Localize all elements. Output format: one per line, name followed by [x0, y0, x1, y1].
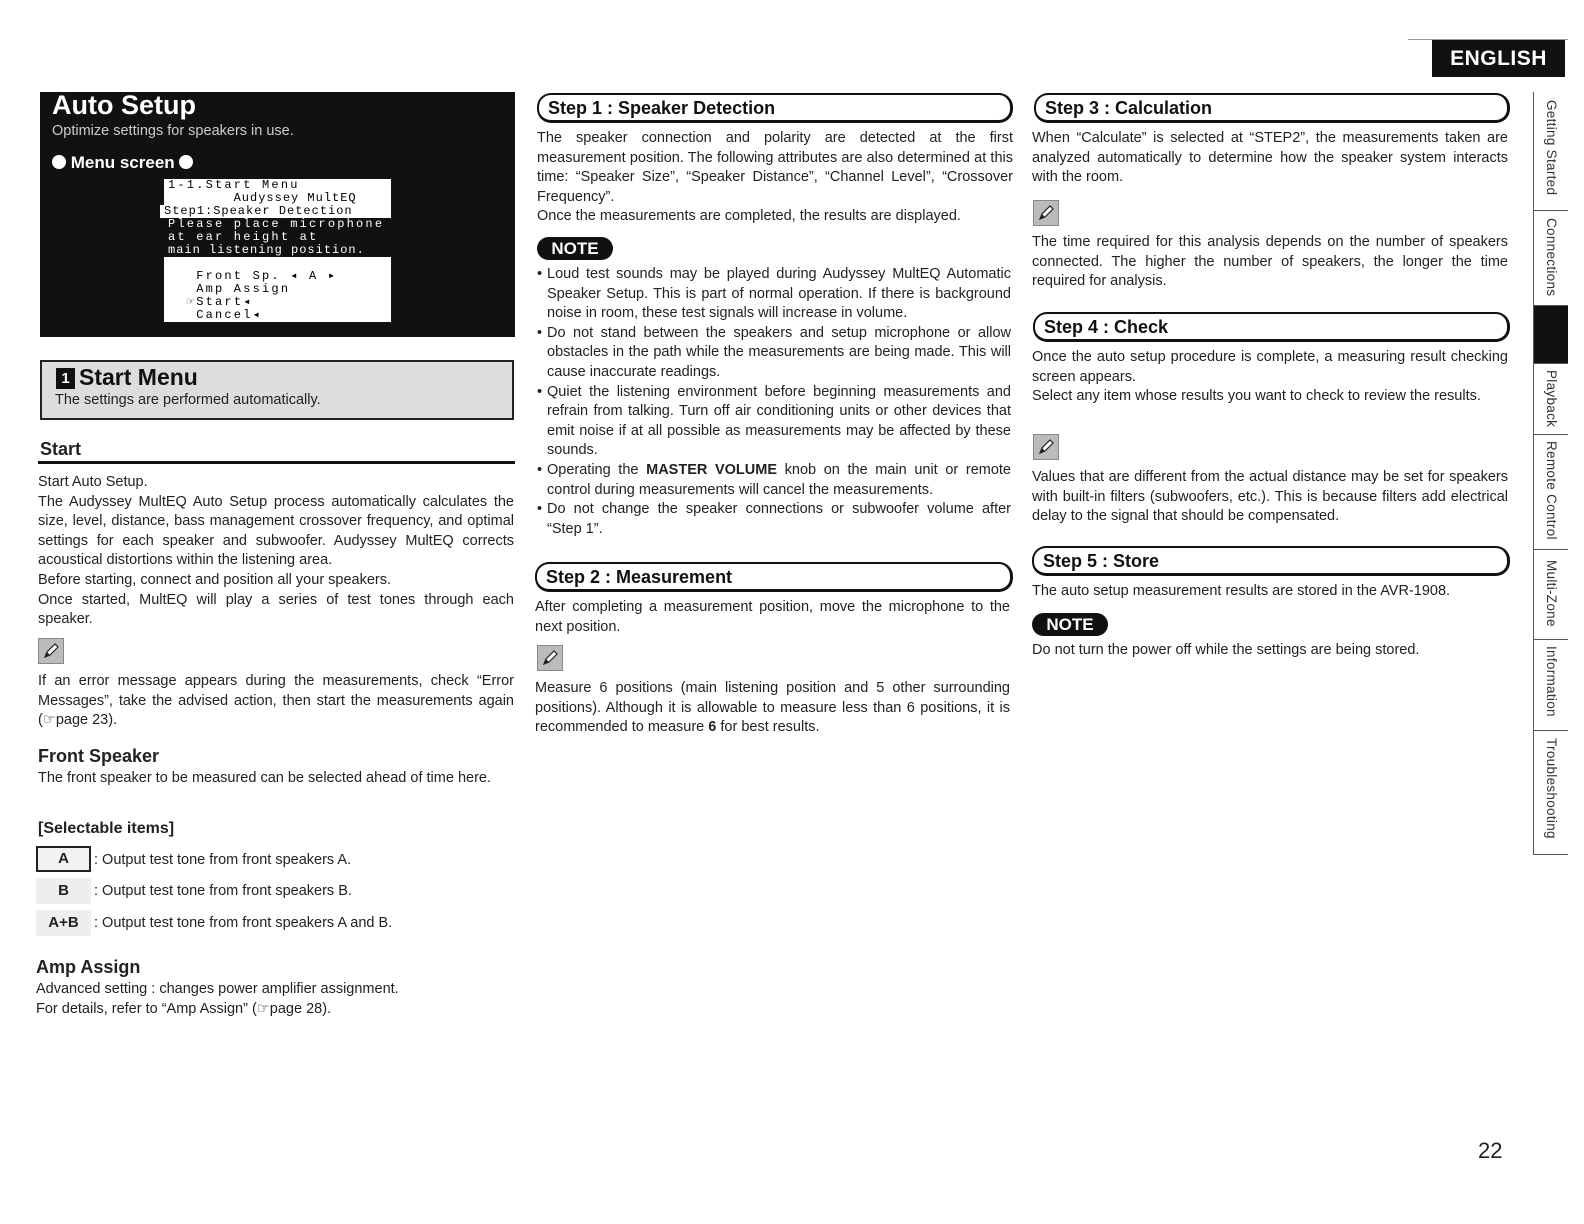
- start-heading: Start: [40, 439, 82, 459]
- osd-line: 1-1.Start Menu: [164, 179, 391, 192]
- step1-label: Step 1 : Speaker Detection: [548, 98, 776, 118]
- osd-line: Audyssey MultEQ: [164, 192, 391, 205]
- memo-pencil-icon: [537, 645, 563, 671]
- side-tab-label: Getting Started: [1544, 100, 1559, 196]
- selectable-items-heading: [Selectable items]: [38, 820, 175, 837]
- menu-screen-text: Menu screen: [70, 153, 175, 172]
- step1-heading: [537, 93, 1013, 123]
- start-body: [38, 473, 514, 630]
- note-item: • Loud test sounds may be played during Audyssey MultEQ Automatic Speaker Setup. This is part of normal operation. If there is background noise in room, these test signals will increase in volume.: [537, 265, 1011, 324]
- step3-label: Step 3 : Calculation: [1045, 98, 1213, 118]
- start-paragraph: Before starting, connect and position all your speakers.: [38, 571, 392, 588]
- side-tab-label: Playback: [1544, 370, 1559, 428]
- memo-pencil-icon: [1033, 434, 1059, 460]
- amp-assign-line: Advanced setting : changes power amplifier assignment.: [36, 981, 399, 997]
- note-item: [537, 461, 1011, 500]
- osd-line: at ear height at: [164, 231, 391, 244]
- language-tab[interactable]: ENGLISH: [1432, 40, 1565, 77]
- side-tab-label: Troubleshooting: [1544, 738, 1559, 839]
- osd-line: Step1:Speaker Detection: [160, 205, 391, 218]
- step4-label: Step 4 : Check: [1044, 317, 1169, 337]
- section-number-badge: 1: [56, 368, 75, 389]
- memo-text: for best results.: [716, 719, 820, 736]
- step3-heading: [1034, 93, 1510, 123]
- side-tab-information[interactable]: [1533, 640, 1568, 731]
- note-item: • Quiet the listening environment before beginning measurements and refrain from talking. Turn off air conditioning units or other devices that emit noise if at all possible as measurements may be affected by these sounds.: [537, 383, 1011, 461]
- step1-notes: [537, 265, 1011, 539]
- start-heading-rule: [38, 461, 515, 464]
- step5-note-text: Do not turn the power off while the settings are being stored.: [1032, 642, 1420, 658]
- start-paragraph: Once started, MultEQ will play a series of test tones through each speaker.: [38, 591, 514, 628]
- step5-label: Step 5 : Store: [1043, 551, 1160, 571]
- selectable-key-a[interactable]: A: [36, 846, 91, 872]
- osd-line: Cancel◂: [164, 309, 391, 322]
- selectable-key-b[interactable]: B: [36, 878, 91, 904]
- amp-assign-heading: Amp Assign: [36, 957, 141, 977]
- note-item: • Do not stand between the speakers and setup microphone or allow obstacles in the path while the measurements are being made. This will cause inaccurate readings.: [537, 324, 1011, 383]
- side-tab-multi-zone[interactable]: [1533, 550, 1568, 640]
- side-tab-getting-started[interactable]: [1533, 92, 1568, 211]
- step1-body: [537, 129, 1013, 227]
- side-tab-label: Information: [1544, 646, 1559, 717]
- step3-memo-text: The time required for this analysis depends on the number of speakers connected. The higher the number of speakers, the longer the time required for analysis.: [1032, 234, 1508, 290]
- side-tab-label: Multi-Zone: [1544, 560, 1559, 627]
- side-tab-connections[interactable]: [1533, 211, 1568, 306]
- page-number: 22: [1478, 1138, 1503, 1163]
- note-text: Operating the: [547, 461, 647, 478]
- front-speaker-heading: Front Speaker: [38, 746, 160, 766]
- memo-pencil-icon: [38, 638, 64, 664]
- front-speaker-text: The front speaker to be measured can be selected ahead of time here.: [38, 770, 491, 786]
- step5-text: The auto setup measurement results are stored in the AVR-1908.: [1032, 583, 1451, 599]
- side-tab-current[interactable]: [1533, 306, 1568, 364]
- side-tab-label: Connections: [1544, 218, 1559, 297]
- osd-line: Please place microphone: [164, 218, 391, 231]
- step1-note-badge: NOTE: [537, 237, 613, 260]
- osd-line: main listening position.: [164, 244, 391, 257]
- step4-memo-text: Values that are different from the actual distance may be set for speakers with built-in filters (subwoofers, etc.). This is because filters add electrical delay to the signal that should be compensated.: [1032, 469, 1508, 525]
- selectable-item-text: : Output test tone from front speakers A.: [94, 852, 352, 868]
- osd-line: ☞Start◂: [164, 296, 391, 309]
- start-menu-title-text: Start Menu: [79, 364, 198, 390]
- amp-assign-line: For details, refer to “Amp Assign” (☞page 28).: [36, 1000, 332, 1017]
- step2-label: Step 2 : Measurement: [546, 567, 733, 587]
- osd-line: Front Sp. ◂ A ▸: [164, 270, 391, 283]
- step1-text: The speaker connection and polarity are detected at the first measurement position. The following attributes are also determined at this time: “Speaker Size”, “Speaker Distance”, “Channel Level”, “Crossover Frequency”.: [537, 130, 1013, 205]
- step5-heading: [1032, 546, 1510, 576]
- memo-text: Measure 6 positions (main listening position and 5 other surrounding positions). Although it is allowable to measure less than 6 positions, it is recommended to measure: [535, 680, 1010, 736]
- start-menu-title: [56, 364, 198, 391]
- master-volume-label: MASTER VOLUME: [646, 461, 777, 478]
- side-tab-troubleshooting[interactable]: [1533, 731, 1568, 855]
- step4-text: Once the auto setup procedure is complete, a measuring result checking screen appears.: [1032, 349, 1508, 385]
- selectable-item-text: : Output test tone from front speakers B.: [94, 883, 352, 899]
- menu-screen-label: [52, 153, 193, 173]
- step2-heading: [535, 562, 1013, 592]
- step2-text: After completing a measurement position, move the microphone to the next position.: [535, 599, 1010, 635]
- note-item: • Do not change the speaker connections or subwoofer volume after “Step 1”.: [537, 500, 1011, 539]
- side-tab-remote-control[interactable]: [1533, 435, 1568, 550]
- step4-heading: [1033, 312, 1510, 342]
- start-paragraph: Start Auto Setup.: [38, 474, 148, 490]
- selectable-item-text: : Output test tone from front speakers A and B.: [94, 915, 393, 931]
- step3-text: When “Calculate” is selected at “STEP2”, the measurements taken are analyzed automatically to determine how the speaker system interacts with the room.: [1032, 130, 1508, 186]
- page-title: Auto Setup: [52, 90, 196, 120]
- start-memo-text: If an error message appears during the measurements, check “Error Messages”, take the advised action, then start the measurements again (☞page 23).: [38, 673, 514, 729]
- osd-line: Amp Assign: [164, 283, 391, 296]
- step2-memo-text: [535, 679, 1010, 738]
- bullet-dot-icon: [179, 155, 193, 169]
- step1-text2: Once the measurements are completed, the results are displayed.: [537, 208, 961, 225]
- selectable-key-a-plus-b[interactable]: A+B: [36, 910, 91, 936]
- side-tab-label: Remote Control: [1544, 441, 1559, 540]
- step4-body: [1032, 348, 1508, 407]
- step5-note-badge: NOTE: [1032, 613, 1108, 636]
- page-subtitle: Optimize settings for speakers in use.: [52, 123, 294, 139]
- bullet-dot-icon: [52, 155, 66, 169]
- side-tab-playback[interactable]: [1533, 364, 1568, 435]
- osd-menu-screen: [164, 179, 391, 326]
- note-text: knob on the main unit or remote control during measurements will cancel the measurements.: [547, 461, 1011, 498]
- amp-assign-body: [36, 980, 516, 1019]
- start-menu-description: The settings are performed automatically.: [55, 392, 321, 408]
- memo-pencil-icon: [1033, 200, 1059, 226]
- start-paragraph: The Audyssey MultEQ Auto Setup process automatically calculates the size, level, distance, bass management crossover frequency, and optimal settings for each speaker and subwoofer. Audyssey MultEQ corrects acoustical distortions within the listening area.: [38, 493, 514, 569]
- step4-text: Select any item whose results you want to check to review the results.: [1032, 388, 1481, 405]
- memo-bold-number: 6: [708, 719, 717, 736]
